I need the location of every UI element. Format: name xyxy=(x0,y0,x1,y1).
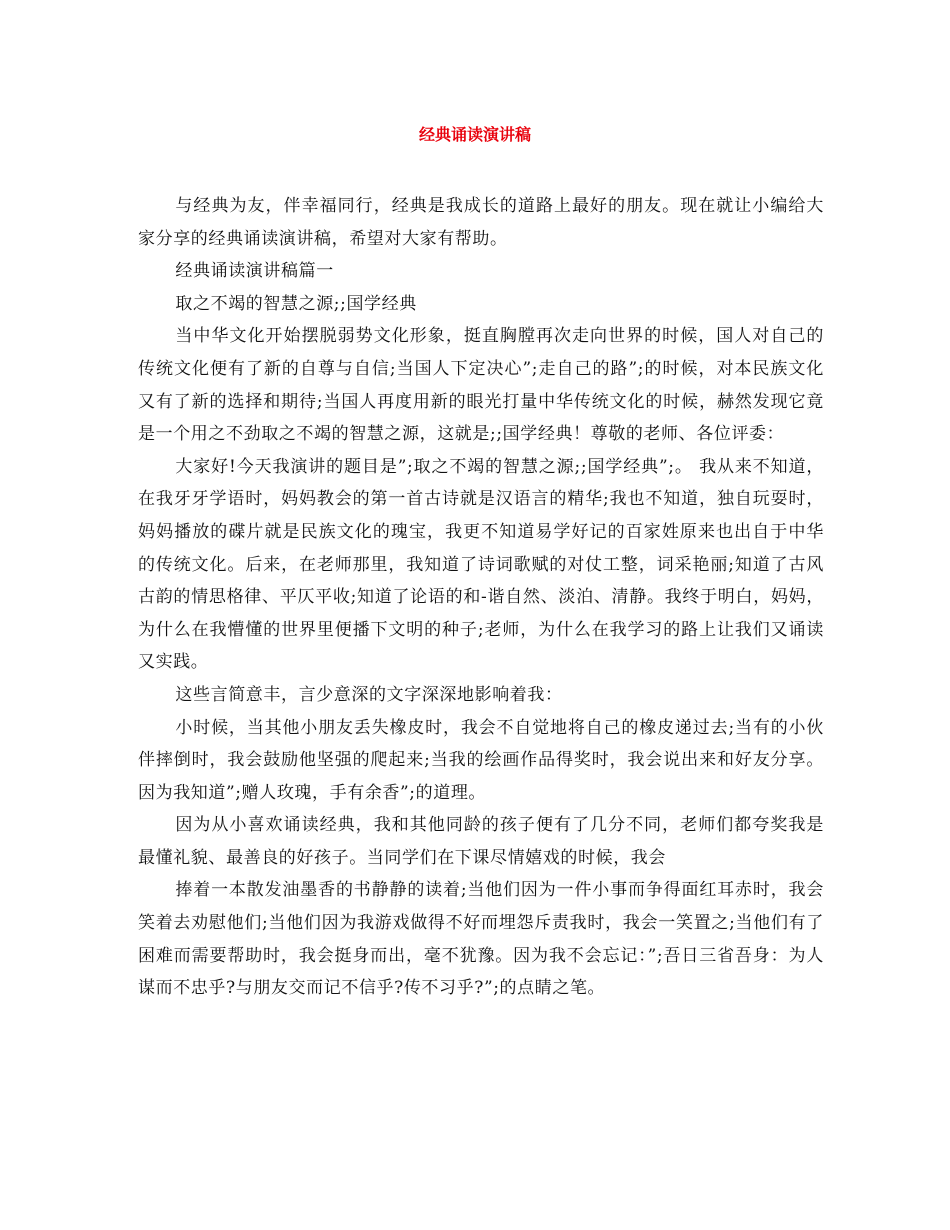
paragraph: 大家好!今天我演讲的题目是”;取之不竭的智慧之源;;国学经典”;。 我从来不知道，在我牙牙学语时，妈妈教会的第一首古诗就是汉语言的精华;我也不知道，独自玩耍时，妈妈播放的碟片就是民族文化的瑰宝，我更不知道易学好记的百家姓原来也出自于中华的传统文化。后来，在老师那里，我知道了诗词歌赋的对仗工整，词采艳丽;知道了古风古韵的情思格律、平仄平收;知道了论语的和-谐自然、淡泊、清静。我终于明白，妈妈，为什么在我懵懂的世界里便播下文明的种子;老师，为什么在我学习的路上让我们又诵读又实践。 xyxy=(138,456,824,673)
paragraph: 当中华文化开始摆脱弱势文化形象，挺直胸膛再次走向世界的时候，国人对自己的传统文化便有了新的自尊与自信;当国人下定决心”;走自己的路”;的时候，对本民族文化又有了新的选择和期待;当国人再度用新的眼光打量中华传统文化的时候，赫然发现它竟是一个用之不劲取之不竭的智慧之源，这就是;;国学经典！尊敬的老师、各位评委： xyxy=(138,326,824,445)
paragraph: 小时候，当其他小朋友丢失橡皮时，我会不自觉地将自己的橡皮递过去;当有的小伙伴摔倒时，我会鼓励他坚强的爬起来;当我的绘画作品得奖时，我会说出来和好友分享。因为我知道”;赠人玫瑰，手有余香”;的道理。 xyxy=(138,717,824,803)
document-body xyxy=(138,190,824,1005)
section-heading: 经典诵读演讲稿篇一 xyxy=(175,261,334,282)
paragraph-intro: 与经典为友，伴幸福同行，经典是我成长的道路上最好的朋友。现在就让小编给大家分享的经典诵读演讲稿，希望对大家有帮助。 xyxy=(138,196,824,249)
document-title: 经典诵读演讲稿 xyxy=(418,125,531,144)
paragraph: 捧着一本散发油墨香的书静静的读着;当他们因为一件小事而争得面红耳赤时，我会笑着去劝慰他们;当他们因为我游戏做得不好而埋怨斥责我时，我会一笑置之;当他们有了困难而需要帮助时，我会挺身而出，毫不犹豫。因为我不会忘记：”;吾日三省吾身：为人谋而不忠乎?与朋友交而记不信乎?传不习乎?”;的点睛之笔。 xyxy=(138,880,824,999)
paragraph: 这些言简意丰，言少意深的文字深深地影响着我： xyxy=(175,684,563,705)
speech-subtitle: 取之不竭的智慧之源;;国学经典 xyxy=(175,293,417,314)
paragraph: 因为从小喜欢诵读经典，我和其他同龄的孩子便有了几分不同，老师们都夸奖我是最懂礼貌、最善良的好孩子。当同学们在下课尽情嬉戏的时候，我会 xyxy=(138,815,824,868)
